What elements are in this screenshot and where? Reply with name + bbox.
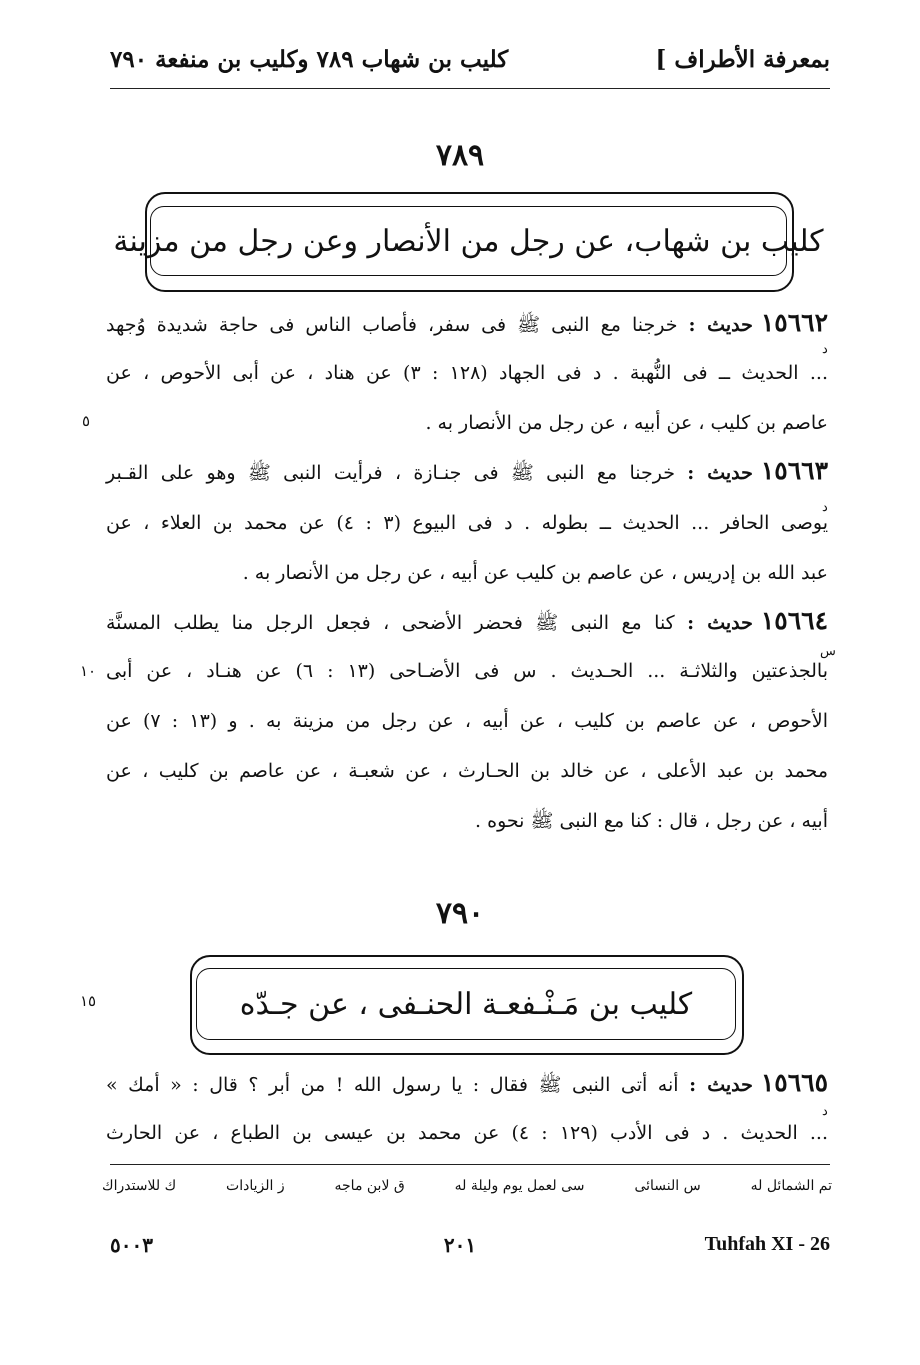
line-number: ١٥: [80, 992, 97, 1010]
abbreviation: ز الزيادات: [226, 1178, 285, 1194]
hadith-line: [106, 606, 828, 638]
signature-mark: Tuhfah XI - 26: [704, 1233, 830, 1255]
abbreviation: ك للاستدراك: [102, 1178, 177, 1194]
hadith-line: ... الحديث . د فى الأدب (١٢٩ : ٤) عن محمد بن عيسى بن الطباع ، عن الحارث: [106, 1122, 829, 1144]
folio-number: ٥٠٠٣: [110, 1233, 153, 1257]
page-number: ٢٠١: [443, 1233, 477, 1257]
siglum-mark: س: [820, 644, 836, 659]
hadith-text: خرجنا مع النبى ﷺ فى جنـازة ، فرأيت النبى ﷺ وهو على القـبر: [106, 462, 675, 484]
hadith-line: [106, 308, 828, 340]
hadith-line: الأحوص ، عن عاصم بن كليب ، عن أبيه ، عن رجل من مزينة به . و (١٣ : ٧) عن: [106, 710, 828, 732]
abbreviation-key: [102, 1178, 832, 1194]
abbreviation: ق لابن ماجه: [334, 1178, 405, 1194]
hadith-line: بالجذعتين والثلاثـة ... الحـديث . س فى الأضـاحى (١٣ : ٦) عن هنـاد ، عن أبى: [106, 660, 828, 682]
line-number: ١٠: [80, 662, 97, 680]
hadith-line: محمد بن عبد الأعلى ، عن خالد بن الحـارث ، عن شعبـة ، عن عاصم بن كليب ، عن: [106, 760, 828, 782]
hadith-label: حديث :: [687, 462, 753, 484]
running-header-title: كليب بن شهاب ٧٨٩ وكليب بن منفعة ٧٩٠: [110, 46, 509, 73]
hadith-line: [106, 1068, 828, 1100]
section-title: كليب بن مَـنْـفعـة الحنـفى ، عن جـدّه: [196, 968, 736, 1040]
hadith-number: ١٥٦٦٢: [760, 308, 828, 337]
hadith-number: ١٥٦٦٣: [760, 456, 829, 485]
hadith-label: حديث :: [688, 314, 753, 336]
hadith-label: حديث :: [689, 1074, 753, 1096]
section-number: ٧٨٩: [435, 138, 485, 173]
hadith-text: خرجنا مع النبى ﷺ فى سفر، فأصاب الناس فى حاجة شديدة وُجهد: [106, 314, 678, 336]
section-number: ٧٩٠: [435, 896, 485, 931]
abbreviation: سى لعمل يوم وليلة له: [454, 1178, 585, 1194]
abbreviation: س النسائى: [634, 1178, 701, 1194]
hadith-line: عبد الله بن إدريس ، عن عاصم بن كليب عن أبيه ، عن رجل من الأنصار به .: [242, 562, 828, 584]
running-header-right: بمعرفة الأطراف ]: [655, 46, 830, 73]
hadith-number: ١٥٦٦٥: [760, 1068, 829, 1097]
hadith-number: ١٥٦٦٤: [760, 606, 828, 635]
hadith-line: [106, 456, 828, 488]
abbreviation: تم الشمائل له: [750, 1178, 832, 1194]
siglum-mark: د: [822, 500, 828, 515]
hadith-line: عاصم بن كليب ، عن أبيه ، عن رجل من الأنصار به .: [425, 412, 828, 434]
hadith-label: حديث :: [687, 612, 753, 634]
footnote-rule: [110, 1164, 830, 1165]
hadith-line: ... الحديث ــ فى النُّهبة . د فى الجهاد (١٢٨ : ٣) عن هناد ، عن أبى الأحوص ، عن: [106, 362, 828, 384]
siglum-mark: د: [822, 1104, 828, 1119]
hadith-text: أنه أتى النبى ﷺ فقال : يا رسول الله ! من أبر ؟ قال : « أمك »: [106, 1074, 679, 1096]
hadith-line: أبيه ، عن رجل ، قال : كنا مع النبى ﷺ نحوه .: [475, 810, 828, 832]
hadith-text: كنا مع النبى ﷺ فحضر الأضحى ، فجعل الرجل منا يطلب المسنَّة: [106, 612, 675, 634]
header-rule: [110, 88, 830, 89]
line-number: ٥: [82, 412, 91, 430]
section-title: كليب بن شهاب، عن رجل من الأنصار وعن رجل من مزينة: [150, 206, 787, 276]
hadith-line: يوصى الحافر ... الحديث ــ بطوله . د فى البيوع (٣ : ٤) عن محمد بن العلاء ، عن: [106, 512, 829, 534]
siglum-mark: د: [822, 342, 828, 357]
